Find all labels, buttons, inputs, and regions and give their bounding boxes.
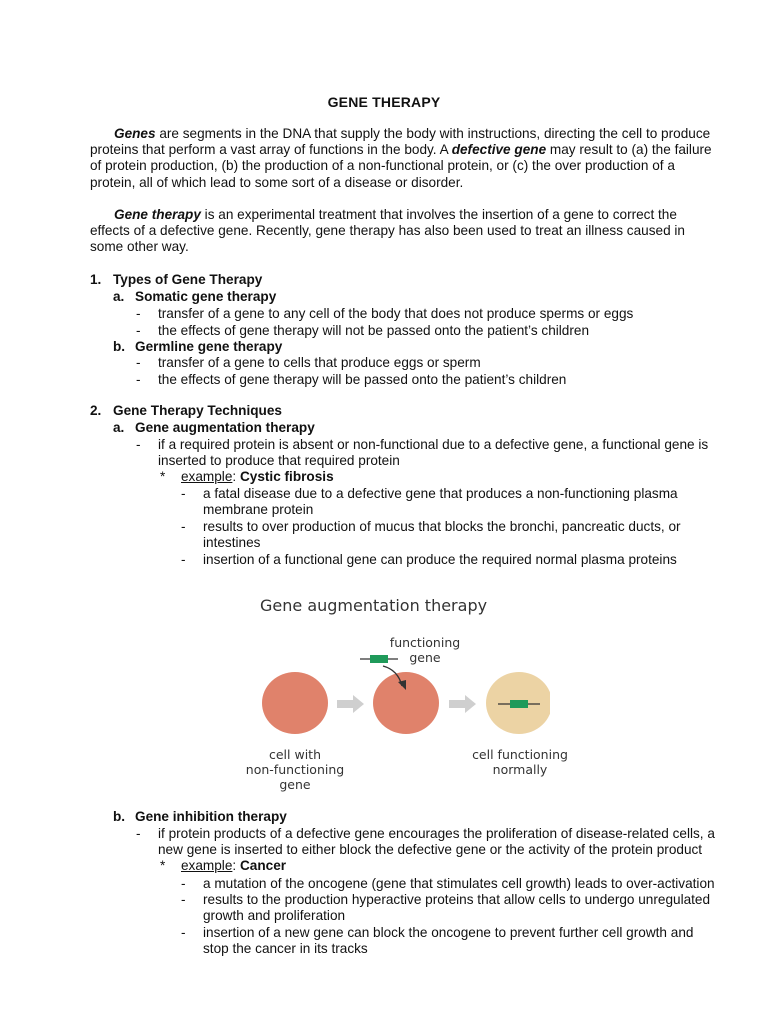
star-marker: * <box>160 858 166 873</box>
page-title: GENE THERAPY <box>327 94 441 110</box>
section1-b-heading: Germline gene therapy <box>135 339 283 354</box>
label-functioning-gene-line-2: gene <box>409 650 441 665</box>
dash-marker: - <box>136 323 141 338</box>
section2-a-subbullet-1: a fatal disease due to a defective gene that produces a non-functioning plasma membrane protein <box>203 486 678 518</box>
arrow-icon <box>337 695 364 713</box>
section2-heading: Gene Therapy Techniques <box>113 403 282 418</box>
section1-a-bullet-1: transfer of a gene to any cell of the body that does not produce sperms or eggs <box>158 306 634 321</box>
section2-a-heading: Gene augmentation therapy <box>135 420 315 435</box>
gene-icon <box>510 700 528 708</box>
section2-b-example <box>181 858 286 874</box>
label-functioning-gene <box>380 635 470 665</box>
section2-b-subbullet-1: a mutation of the oncogene (gene that stimulates cell growth) leads to over-activation <box>203 876 715 891</box>
intro-p2-text: is an experimental treatment that involves the insertion of a gene to correct the effects of a defective gene. Recently, gene therapy has also been used to treat an illness caused in some other way. <box>90 207 685 255</box>
section2-a-label: a. <box>113 420 125 435</box>
dash-marker: - <box>136 437 141 452</box>
section2-a-subbullet-3: insertion of a functional gene can produce the required normal plasma proteins <box>203 552 677 567</box>
section2-a-example <box>181 469 334 485</box>
section2-a-bullet: if a required protein is absent or non-functional due to a defective gene, a functional gene is inserted to produce that required protein <box>158 437 709 469</box>
intro-p1-text-2: may result to (a) the failure of protein production, (b) the production of a non-functional protein, or (c) the over production of a protein, all of which lead to some sort of a disease or disorder. <box>90 142 712 190</box>
label-cell-with-non-functioning-gene <box>235 747 355 792</box>
dash-marker: - <box>181 486 186 501</box>
dash-marker: - <box>181 892 186 907</box>
term-defective-gene: defective gene <box>451 142 547 158</box>
term-gene-therapy: Gene therapy <box>114 207 201 222</box>
example-colon: : <box>232 469 240 484</box>
label-cell-functioning-normally <box>462 747 578 777</box>
figure-title: Gene augmentation therapy <box>260 596 488 615</box>
intro-p1-text-1: are segments in the DNA that supply the body with instructions, directing the cell to produce proteins that perform a vast array of functions in the body. A <box>90 126 711 158</box>
dash-marker: - <box>136 355 141 370</box>
label-right-line-1: cell functioning <box>472 747 568 762</box>
cell-non-functioning <box>262 672 328 734</box>
star-marker: * <box>160 469 166 484</box>
dash-marker: - <box>136 372 141 387</box>
gene-augmentation-figure <box>240 596 568 796</box>
section2-b-subbullet-3: insertion of a new gene can block the oncogene to prevent further cell growth and stop the cancer in its tracks <box>203 925 694 957</box>
label-left-line-1: cell with <box>268 747 321 762</box>
example-label: example <box>181 858 233 873</box>
term-genes: Genes <box>114 126 156 141</box>
section2-b-subbullet-2: results to the production hyperactive proteins that allow cells to undergo unregulated growth and proliferation <box>203 892 711 924</box>
dash-marker: - <box>181 925 186 940</box>
label-left-line-2: non-functioning <box>245 762 345 777</box>
intro-paragraph-1 <box>90 126 720 191</box>
dash-marker: - <box>136 306 141 321</box>
example-cystic-fibrosis: Cystic fibrosis <box>239 469 334 484</box>
section2-b-label: b. <box>113 809 126 824</box>
section2-a-subbullet-2: results to over production of mucus that blocks the bronchi, pancreatic ducts, or intestines <box>203 519 681 551</box>
section1-b-bullet-2: the effects of gene therapy will be passed onto the patient’s children <box>158 372 567 387</box>
label-right-line-2: normally <box>492 762 548 777</box>
arrow-icon <box>449 695 476 713</box>
section1-a-bullet-2: the effects of gene therapy will not be passed onto the patient’s children <box>158 323 590 338</box>
dash-marker: - <box>181 552 186 567</box>
example-label: example <box>181 469 233 484</box>
section2-number: 2. <box>90 403 102 418</box>
dash-marker: - <box>181 876 186 891</box>
label-left-line-3: gene <box>279 777 311 792</box>
section1-a-heading: Somatic gene therapy <box>135 289 277 304</box>
label-functioning-gene-line-1: functioning <box>389 635 461 650</box>
section1-b-bullet-1: transfer of a gene to cells that produce eggs or sperm <box>158 355 481 370</box>
section2-b-heading: Gene inhibition therapy <box>135 809 287 824</box>
section1-b-label: b. <box>113 339 126 354</box>
section2-b-bullet: if protein products of a defective gene encourages the proliferation of disease-related cells, a new gene is inserted to either block the defective gene or the activity of the protein product <box>158 826 715 858</box>
section1-a-label: a. <box>113 289 125 304</box>
intro-paragraph-2 <box>90 207 720 256</box>
example-colon: : <box>232 858 240 873</box>
dash-marker: - <box>136 826 141 841</box>
example-cancer: Cancer <box>239 858 287 873</box>
section1-number: 1. <box>90 272 102 287</box>
section1-heading: Types of Gene Therapy <box>113 272 263 287</box>
dash-marker: - <box>181 519 186 534</box>
